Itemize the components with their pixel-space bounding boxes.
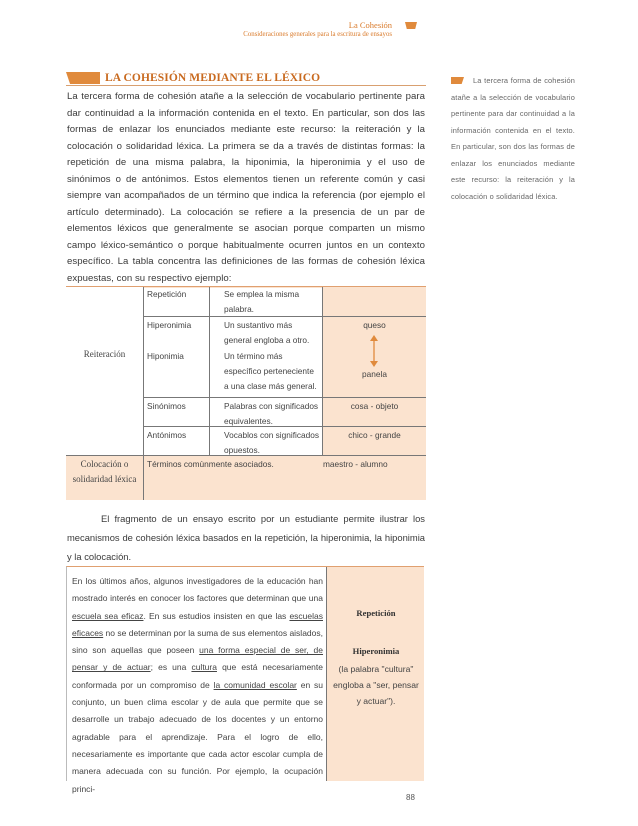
underline-cultura: cultura bbox=[191, 662, 217, 673]
example-panela: panela bbox=[362, 369, 387, 379]
annotation-repeticion: Repetición bbox=[356, 608, 396, 618]
example-annotations bbox=[326, 567, 424, 781]
sidebar-note-text: La tercera forma de cohesión atañe a la selección de vocabulario pertinente para dar continuidad a la información contenida en el texto. En particular, son dos las formas de enlazar los enunciados mediante este recurso: la reiteración y la colocación o solidaridad léxica. bbox=[451, 76, 575, 201]
essay-fragment: En los últimos años, algunos investigadores de la educación han mostrado interés en conocer los factores que determinan que una escuela sea eficaz. En sus estudios insisten en que las escuelas eficaces no se determinan por la suma de sus elementos aislados, sino son aquellas que poseen una forma especial de ser, de pensar y de actuar; es una cultura que está necesariamente conformada por un compromiso de la comunidad escolar en su conjunto, un buen clima escolar y de aula que permite que se desarrolle un trabajo adecuado de los docentes y un entorno agradable para el aprendizaje. Para el logro de ello, necesariamente es importante que cada actor escolar cumpla de manera adecuada con su función. Por ejemplo, la ocupación princi- bbox=[72, 576, 324, 794]
example-synonyms: cosa - objeto bbox=[350, 401, 399, 411]
annotation-hiperonimia-desc: (la palabra "cultura" engloba a "ser, pensar y actuar"). bbox=[333, 664, 419, 706]
def-colocacion: Términos comùnmente asociados. bbox=[147, 459, 274, 469]
chapter-title: La Cohesión bbox=[348, 20, 392, 30]
example-queso: queso bbox=[363, 320, 386, 330]
double-arrow-icon bbox=[368, 335, 380, 367]
chapter-subtitle: Consideraciones generales para la escritura de ensayos bbox=[243, 30, 392, 38]
lexical-cohesion-table bbox=[66, 286, 426, 499]
section-bar-icon bbox=[66, 72, 100, 84]
sidebar-note bbox=[451, 73, 575, 205]
def-hiperonimia: Un sustantivo más general engloba a otro. bbox=[224, 320, 310, 345]
example-antonyms: chico - grande bbox=[348, 430, 401, 440]
underline-escuela-eficaz: escuela sea eficaz bbox=[72, 610, 144, 621]
annotation-hiperonimia: Hiperonimia bbox=[352, 646, 400, 656]
running-header bbox=[243, 21, 392, 39]
colocacion-label: Colocación o solidaridad léxica bbox=[72, 459, 137, 484]
page-number: 88 bbox=[406, 793, 415, 802]
underline-comunidad-escolar: la comunidad escolar bbox=[213, 679, 297, 690]
intro-paragraph-text: El fragmento de un ensayo escrito por un estudiante permite ilustrar los mecanismos de cohesión léxica basados en la repetición, la hiperonimia, la hiponimia y la colocación. bbox=[67, 513, 425, 562]
body-paragraph: La tercera forma de cohesión atañe a la selección de vocabulario pertinente para dar continuidad a la información contenida en el texto. En particular, son dos las formas de enlazar los enunciados mediante este recurso: la reiteración y la colocación o solidaridad léxica. La primera se da a través de distintas formas: la repetición de una misma palabra, la hiponimia, la hiperonimia y el uso de sinónimos o de antónimos. Estos elementos tienen un referente común y casi siempre van acompañados de un término que indica la referencia (por ejemplo el artículo determinado). La colocación se refiere a la presencia de un par de elementos léxicos que generalmente se asocian porque comparten un mismo campo léxico-semántico o porque habitualmente ocurren juntos en un contexto específico. La tabla concentra las definiciones de las formas de cohesión léxica expuestas, con su respectivo ejemplo: bbox=[67, 91, 425, 284]
def-sinonimos: Palabras con significados equivalentes. bbox=[224, 401, 319, 426]
intro-paragraph bbox=[67, 509, 425, 566]
type-hiperonimia: Hiperonimia bbox=[147, 320, 192, 330]
underline-escuelas-eficaces: escuelas eficaces bbox=[72, 610, 323, 638]
reiteracion-label: Reiteración bbox=[83, 349, 126, 359]
underline-forma-especial: una forma especial de ser, de pensar y de actuar bbox=[72, 645, 324, 673]
type-sinonimos: Sinónimos bbox=[147, 401, 186, 411]
def-repeticion: Se emplea la misma palabra. bbox=[224, 289, 300, 314]
def-antonimos: Vocablos con significados opuestos. bbox=[224, 430, 320, 455]
section-title: LA COHESIÓN MEDIANTE EL LÉXICO bbox=[105, 72, 321, 84]
section-rule bbox=[66, 85, 426, 86]
header-tab-icon bbox=[405, 22, 417, 29]
type-repeticion: Repetición bbox=[147, 289, 187, 299]
type-hiponimia: Hiponimia bbox=[147, 351, 184, 361]
def-hiponimia: Un término más específico perteneciente a una clase más general. bbox=[224, 351, 317, 391]
type-antonimos: Antónimos bbox=[147, 430, 187, 440]
example-colocacion: maestro - alumno bbox=[323, 459, 388, 469]
